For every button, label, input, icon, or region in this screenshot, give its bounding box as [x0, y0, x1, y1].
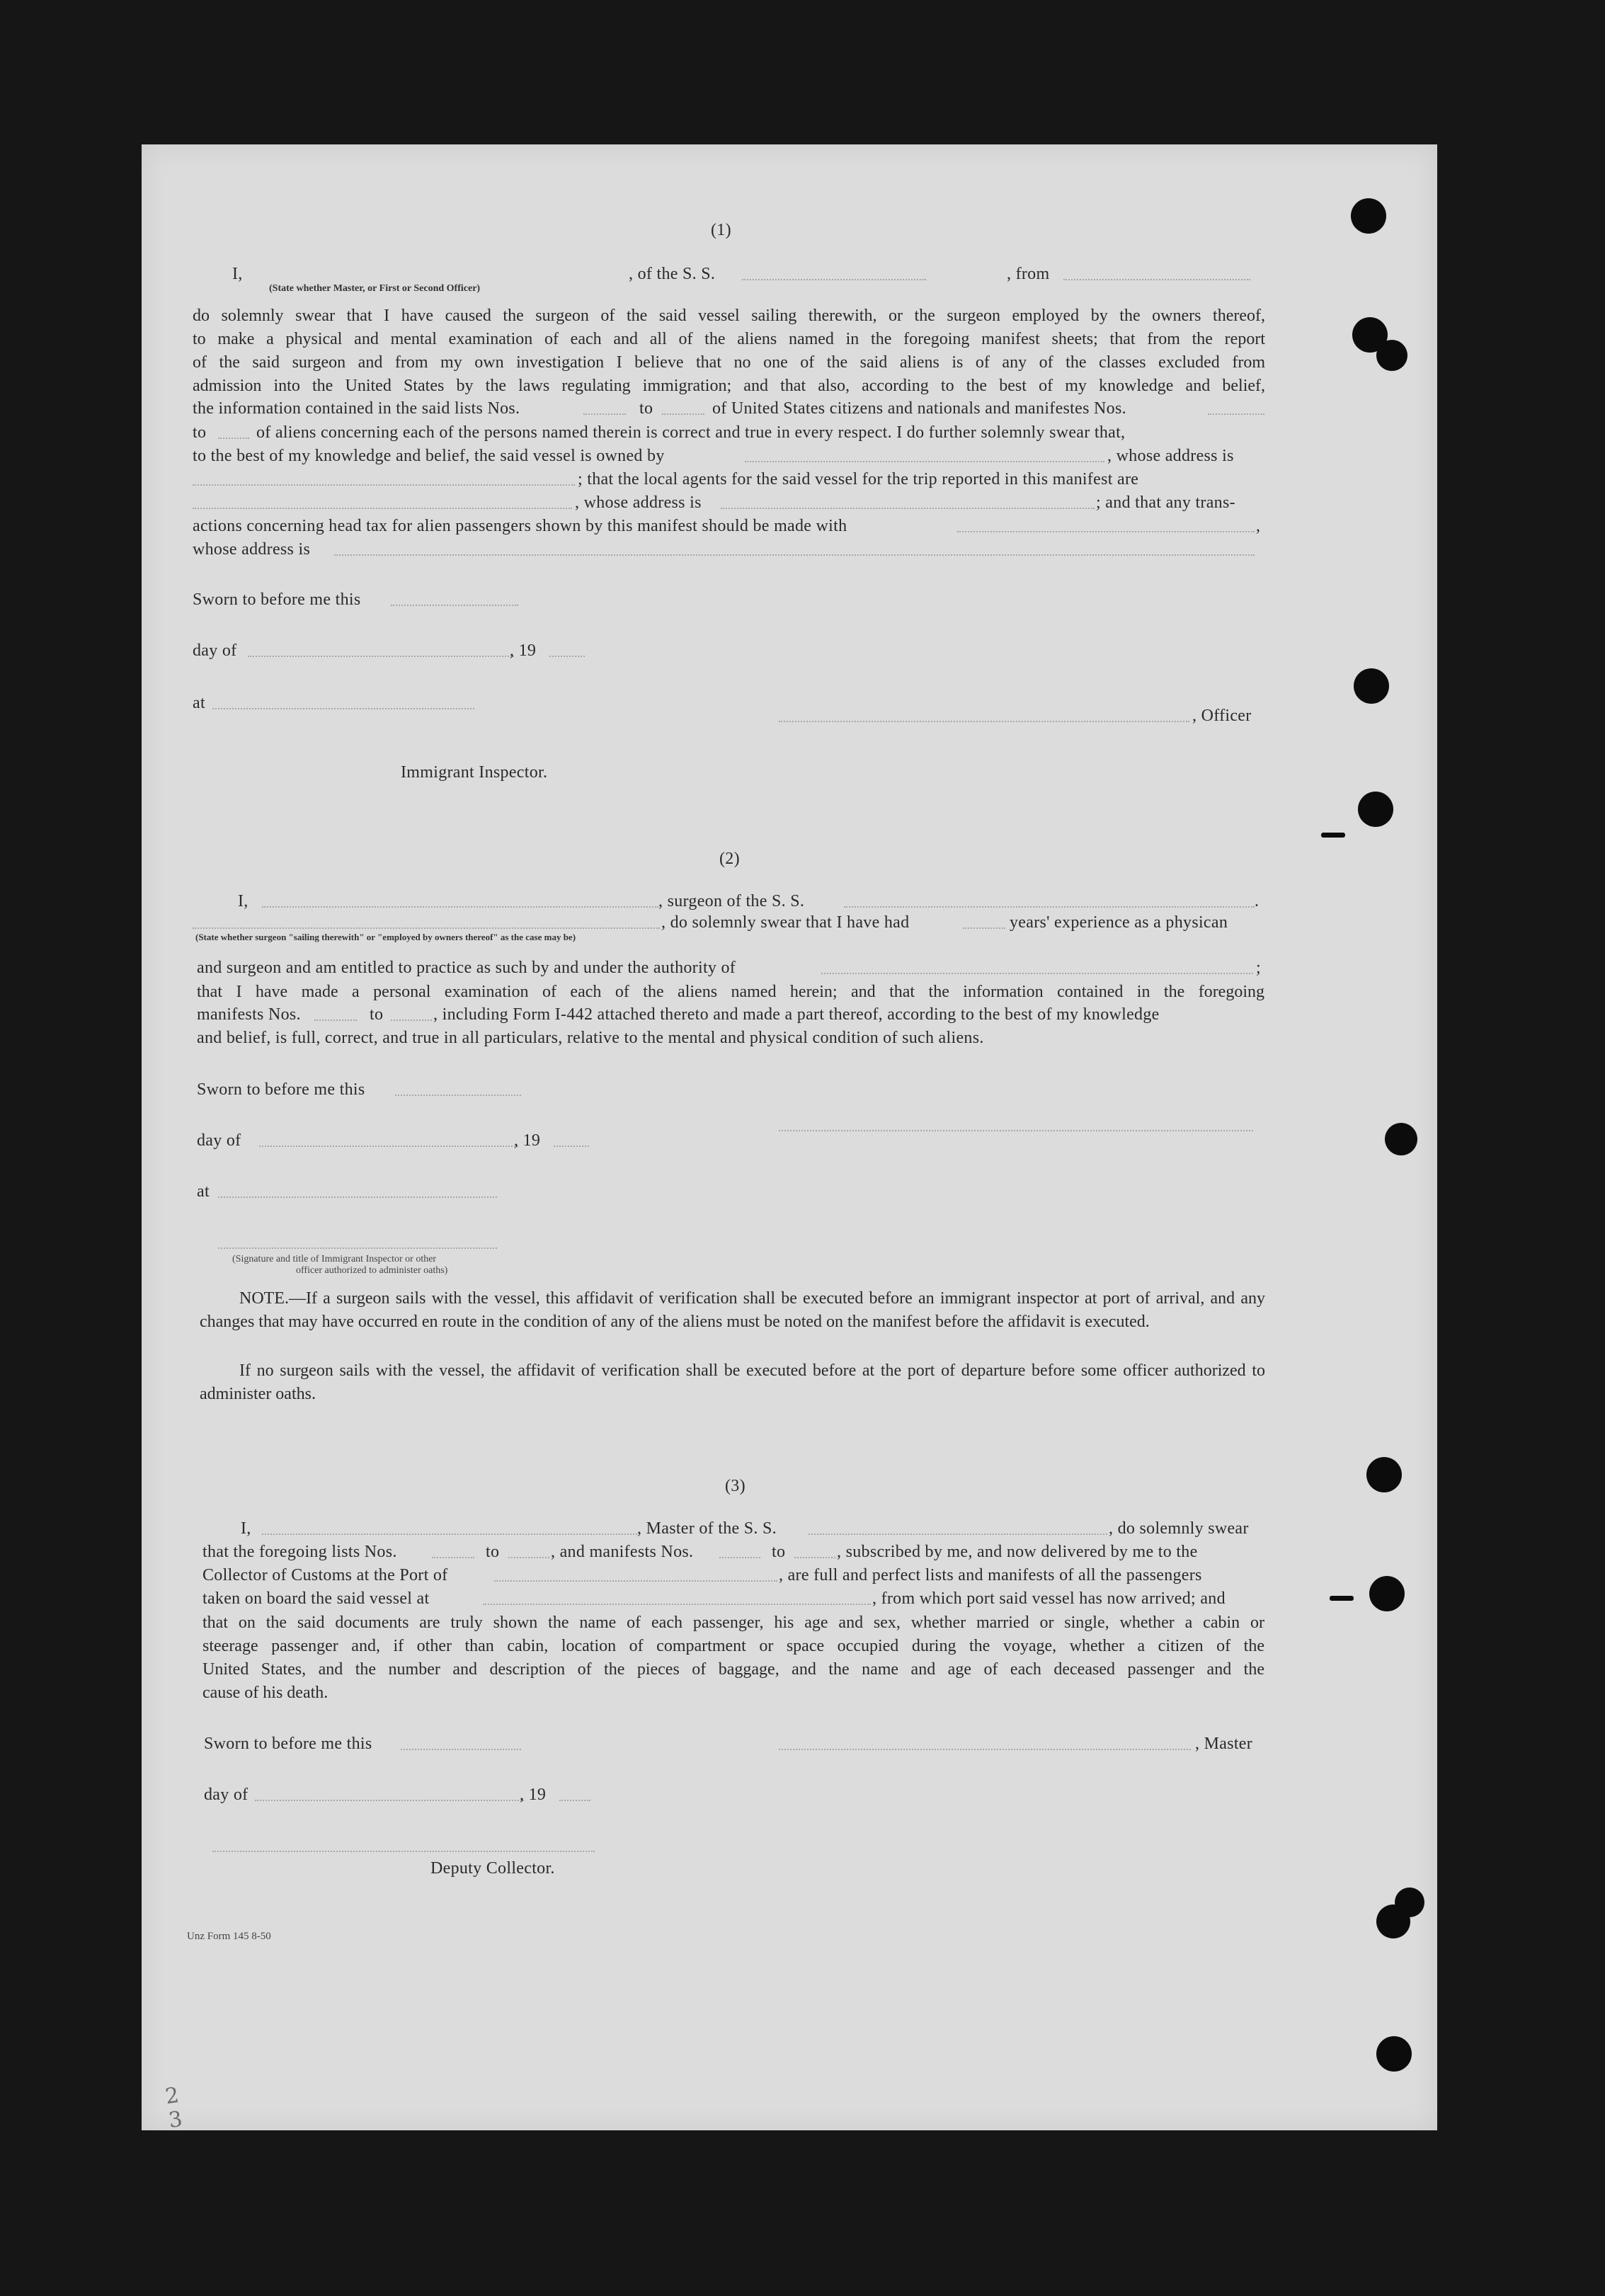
s1-to-line-b: of aliens concerning each of the persons named therein is correct and true in every respect. I do further solemnly swear that,	[256, 423, 1126, 442]
s3-vessel-name-field[interactable]	[809, 1533, 1107, 1535]
s3-lists-a: that the foregoing lists Nos.	[202, 1543, 397, 1561]
s1-para-line: to make a physical and mental examination of each and all of the aliens named in the foregoing manifest sheets; that from the report	[193, 330, 1265, 348]
s2-note-1: NOTE.—If a surgeon sails with the vessel, this affidavit of verification shall be executed before an immigrant inspector at port of arrival, and any changes that may have occurred en route in the condition of any of the aliens must be noted on the manifest before the affidavit is executed.	[200, 1289, 1265, 1331]
margin-handwriting: 2 3	[164, 2083, 184, 2133]
s2-vessel-name-field[interactable]	[844, 906, 1255, 908]
s1-paragraph	[193, 304, 1265, 398]
s3-master-signature-field[interactable]	[779, 1749, 1191, 1750]
s3-lists-to: to	[486, 1543, 500, 1561]
s1-para-line: admission into the United States by the laws regulating immigration; and that also, according to the best of my knowledge and belief,	[193, 377, 1265, 395]
s3-port-field[interactable]	[494, 1580, 777, 1582]
s3-list-to-field[interactable]	[508, 1557, 549, 1558]
s3-month-field[interactable]	[255, 1800, 524, 1801]
s1-whose-address: , whose address is	[1107, 447, 1234, 465]
s1-day-of: day of	[193, 641, 237, 660]
s3-sworn-day-field[interactable]	[401, 1749, 521, 1750]
s2-para-line: that I have made a personal examination of each of the aliens named herein; and that the information contained in the foregoing	[197, 983, 1264, 1001]
s3-taken-b: , from which port said vessel has now arrived; and	[872, 1589, 1226, 1608]
s3-paragraph	[202, 1611, 1264, 1705]
s2-note-2: If no surgeon sails with the vessel, the affidavit of verification shall be executed before at the port of departure before some officer authorized to administer oaths.	[200, 1361, 1265, 1403]
s1-owner-field[interactable]	[745, 461, 1104, 462]
s3-master: , Master	[1195, 1735, 1253, 1753]
s2-manifests-a: manifests Nos.	[197, 1005, 301, 1024]
s3-departure-port-field[interactable]	[483, 1604, 871, 1605]
s2-manifests-b: , including Form I-442 attached thereto and made a part thereof, according to the best of my knowledge	[433, 1005, 1160, 1024]
s1-head-tax-address-field[interactable]	[334, 554, 1255, 556]
punch-hole	[1358, 792, 1393, 827]
s2-semicolon: ;	[1256, 959, 1261, 977]
s3-para-line: United States, and the number and description of the pieces of baggage, and the name and age of each deceased passenger and the	[202, 1660, 1264, 1679]
s3-list-from-field[interactable]	[432, 1557, 474, 1558]
s2-sworn: Sworn to before me this	[197, 1080, 365, 1099]
s2-do-solemnly: , do solemnly swear that I have had	[661, 913, 910, 932]
s1-month-field[interactable]	[248, 656, 514, 657]
punch-hole	[1369, 1576, 1405, 1611]
punch-hole	[1376, 2036, 1412, 2072]
s3-para-line: that on the said documents are truly shown the name of each passenger, his age and sex, whether married or single, whether a cabin or	[202, 1614, 1264, 1632]
s1-and-that-any: ; and that any trans-	[1096, 493, 1235, 512]
s3-deputy: Deputy Collector.	[430, 1859, 555, 1878]
s2-year-field[interactable]	[554, 1146, 589, 1147]
s2-year: , 19	[514, 1131, 541, 1150]
manifest-sheet	[142, 144, 1437, 2133]
s3-sworn: Sworn to before me this	[204, 1735, 372, 1753]
s1-info-to: to	[639, 399, 653, 418]
s2-inspector-signature-field[interactable]	[218, 1247, 497, 1249]
s3-i-label: I,	[241, 1519, 251, 1538]
s2-sworn-day-field[interactable]	[395, 1095, 521, 1096]
s2-surgeon-of: , surgeon of the S. S.	[658, 892, 805, 910]
s3-deputy-signature-field[interactable]	[212, 1851, 595, 1852]
s2-surgeon-name-field[interactable]	[262, 906, 658, 908]
s3-collector-b: , are full and perfect lists and manifests of all the passengers	[779, 1566, 1202, 1584]
s3-day-of: day of	[204, 1786, 249, 1804]
s1-para-line: of the said surgeon and from my own investigation I believe that no one of the said aliens is of any of the classes excluded from	[193, 353, 1265, 372]
s2-belief-line: and belief, is full, correct, and true in all particulars, relative to the mental and physical condition of such aliens.	[197, 1029, 984, 1047]
s3-master-name-field[interactable]	[262, 1533, 637, 1535]
s2-years-exp: years' experience as a physican	[1010, 913, 1228, 932]
s1-manifest-to-field[interactable]	[218, 438, 249, 439]
s2-years-field[interactable]	[963, 927, 1005, 929]
s1-owner-address-field[interactable]	[193, 484, 575, 486]
s1-comma: ,	[1256, 517, 1261, 535]
s1-whose-address-2: , whose address is	[575, 493, 702, 512]
s1-manifest-from-field[interactable]	[1208, 413, 1264, 415]
section-3-number: (3)	[725, 1477, 746, 1495]
s1-info-line-a: the information contained in the said lists Nos.	[193, 399, 520, 418]
s2-authority-field[interactable]	[821, 973, 1253, 974]
s3-master-of: , Master of the S. S.	[637, 1519, 777, 1538]
s3-para-line: steerage passenger and, if other than cabin, location of compartment or space occupied during the voyage, whether a citizen of the	[202, 1637, 1264, 1655]
punch-hole	[1351, 198, 1386, 234]
s1-agents-address-field[interactable]	[721, 508, 1095, 509]
s3-year: , 19	[520, 1786, 547, 1804]
section-2-number: (2)	[719, 850, 740, 868]
s1-list-from-field[interactable]	[583, 413, 626, 415]
punch-hole	[1376, 340, 1407, 371]
s2-manifest-to-field[interactable]	[391, 1020, 432, 1021]
s1-i-label: I,	[232, 265, 243, 283]
s3-taken-a: taken on board the said vessel at	[202, 1589, 430, 1608]
s1-head-tax-field[interactable]	[957, 531, 1255, 532]
s1-year-field[interactable]	[549, 656, 585, 657]
ink-mark	[1330, 1596, 1354, 1601]
s1-owned-line: to the best of my knowledge and belief, the said vessel is owned by	[193, 447, 665, 465]
section-1-number: (1)	[711, 221, 731, 239]
s3-manifest-to-field[interactable]	[794, 1557, 835, 1558]
s3-lists-b: , and manifests Nos.	[551, 1543, 694, 1561]
punch-hole	[1395, 1887, 1424, 1917]
s2-sailing-status-field[interactable]	[193, 927, 660, 929]
s3-year-field[interactable]	[559, 1800, 590, 1801]
s1-info-line-b: of United States citizens and nationals and manifestes Nos.	[712, 399, 1126, 418]
ink-mark	[1321, 833, 1345, 838]
s1-year: , 19	[510, 641, 537, 660]
s1-sworn: Sworn to before me this	[193, 590, 361, 609]
s1-agents-field[interactable]	[193, 508, 572, 509]
s2-manifest-from-field[interactable]	[314, 1020, 357, 1021]
s2-surgeon-signature-field[interactable]	[779, 1130, 1253, 1131]
form-number: Unz Form 145 8-50	[187, 1931, 271, 1942]
s2-paragraph	[197, 981, 1264, 1004]
s1-actions-line: actions concerning head tax for alien passengers shown by this manifest should be made with	[193, 517, 847, 535]
s2-day-of: day of	[197, 1131, 241, 1150]
s3-lists-to2: to	[772, 1543, 786, 1561]
s1-para-line: do solemnly swear that I have caused the surgeon of the said vessel sailing therewith, or the surgeon employed by the owners thereof,	[193, 307, 1265, 325]
s1-at: at	[193, 694, 205, 712]
s1-from: , from	[1007, 265, 1050, 283]
s2-comma: .	[1255, 892, 1260, 910]
s1-to-line-a: to	[193, 423, 207, 442]
s2-manifests-to: to	[370, 1005, 384, 1024]
s1-state-label: (State whether Master, or First or Second Officer)	[269, 283, 481, 294]
s2-sig-label-2: officer authorized to administer oaths)	[296, 1265, 448, 1276]
punch-hole	[1366, 1457, 1402, 1492]
s2-sig-label-1: (Signature and title of Immigrant Inspector or other	[232, 1254, 437, 1264]
s1-vessel-name-field[interactable]	[742, 279, 926, 280]
s2-authority-line: and surgeon and am entitled to practice as such by and under the authority of	[197, 959, 736, 977]
punch-hole	[1354, 668, 1389, 704]
s1-from-port-field[interactable]	[1063, 279, 1250, 280]
s1-at-place-field[interactable]	[212, 708, 474, 709]
s3-manifest-from-field[interactable]	[719, 1557, 760, 1558]
s1-of-the-ss: , of the S. S.	[629, 265, 716, 283]
s2-i-label: I,	[238, 892, 249, 910]
s3-do-solemnly: , do solemnly swear	[1109, 1519, 1249, 1538]
s1-local-agents: ; that the local agents for the said vessel for the trip reported in this manifest are	[578, 470, 1139, 489]
s2-at: at	[197, 1182, 210, 1201]
s2-state-label: (State whether surgeon "sailing therewith" or "employed by owners thereof" as the case may be)	[195, 932, 576, 942]
s3-para-line: cause of his death.	[202, 1684, 329, 1702]
s1-officer-signature-field[interactable]	[779, 721, 1189, 722]
punch-hole	[1385, 1123, 1417, 1155]
s1-sworn-day-field[interactable]	[391, 605, 518, 606]
s1-whose-address-final: whose address is	[193, 540, 311, 559]
s1-list-to-field[interactable]	[662, 413, 704, 415]
s2-month-field[interactable]	[259, 1146, 518, 1147]
s3-collector-a: Collector of Customs at the Port of	[202, 1566, 448, 1584]
s2-at-place-field[interactable]	[218, 1196, 497, 1198]
s1-officer: , Officer	[1192, 707, 1252, 725]
s3-lists-c: , subscribed by me, and now delivered by me to the	[837, 1543, 1198, 1561]
s1-inspector: Immigrant Inspector.	[401, 763, 548, 782]
